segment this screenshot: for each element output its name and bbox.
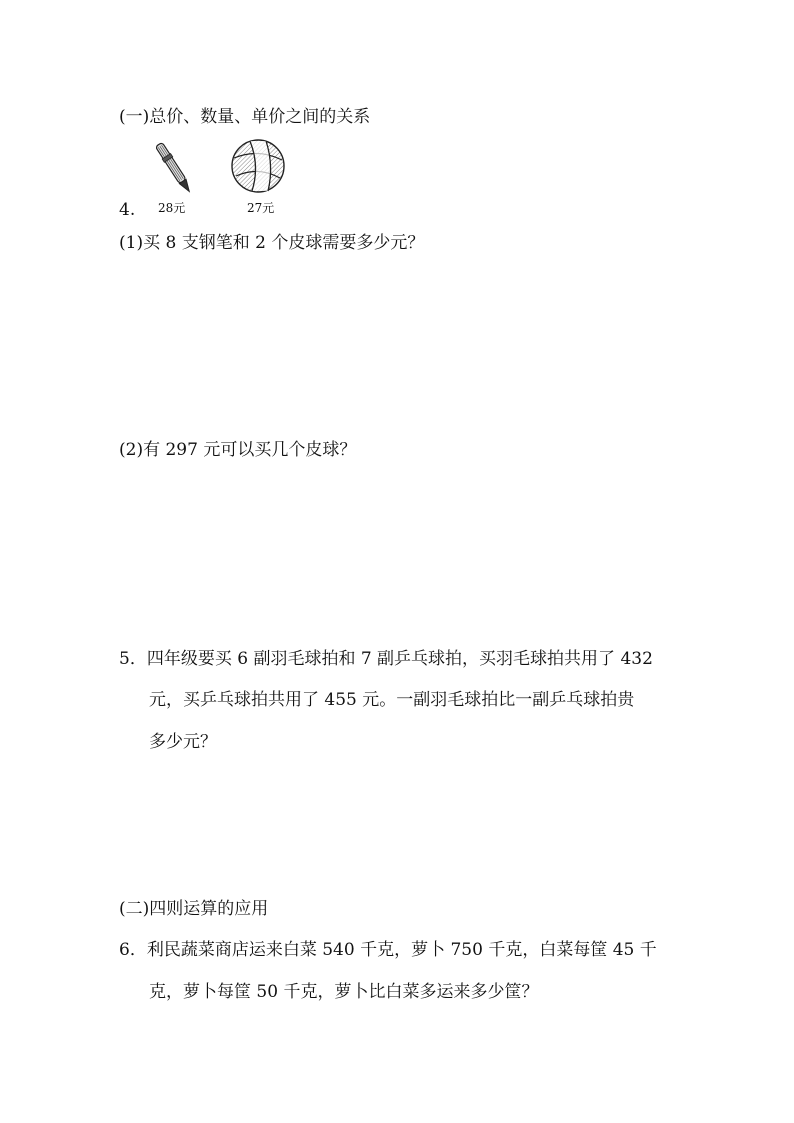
section-heading-1: (一)总价、数量、单价之间的关系 [119, 107, 371, 127]
fountain-pen-icon [150, 138, 198, 198]
question-5-line-3: 多少元？ [149, 732, 217, 752]
striped-ball-icon [230, 138, 286, 194]
question-6-line-2: 克，萝卜每筐 50 千克，萝卜比白菜多运来多少筐？ [149, 982, 539, 1002]
pen-price: 28元 [158, 201, 186, 215]
question-4-number: 4. [119, 200, 136, 220]
question-4-part-1: (1)买 8 支钢笔和 2 个皮球需要多少元？ [119, 233, 425, 253]
ball-price: 27元 [247, 201, 275, 215]
question-5-line-2: 元，买乒乓球拍共用了 455 元。一副羽毛球拍比一副乒乓球拍贵 [149, 690, 635, 710]
question-4-part-2: (2)有 297 元可以买几个皮球？ [119, 440, 357, 460]
section-heading-2: (二)四则运算的应用 [119, 899, 269, 919]
question-6-line-1: 6．利民蔬菜商店运来白菜 540 千克，萝卜 750 千克，白菜每筐 45 千 [119, 940, 657, 960]
question-5-line-1: 5．四年级要买 6 副羽毛球拍和 7 副乒乓球拍，买羽毛球拍共用了 432 [119, 649, 653, 669]
